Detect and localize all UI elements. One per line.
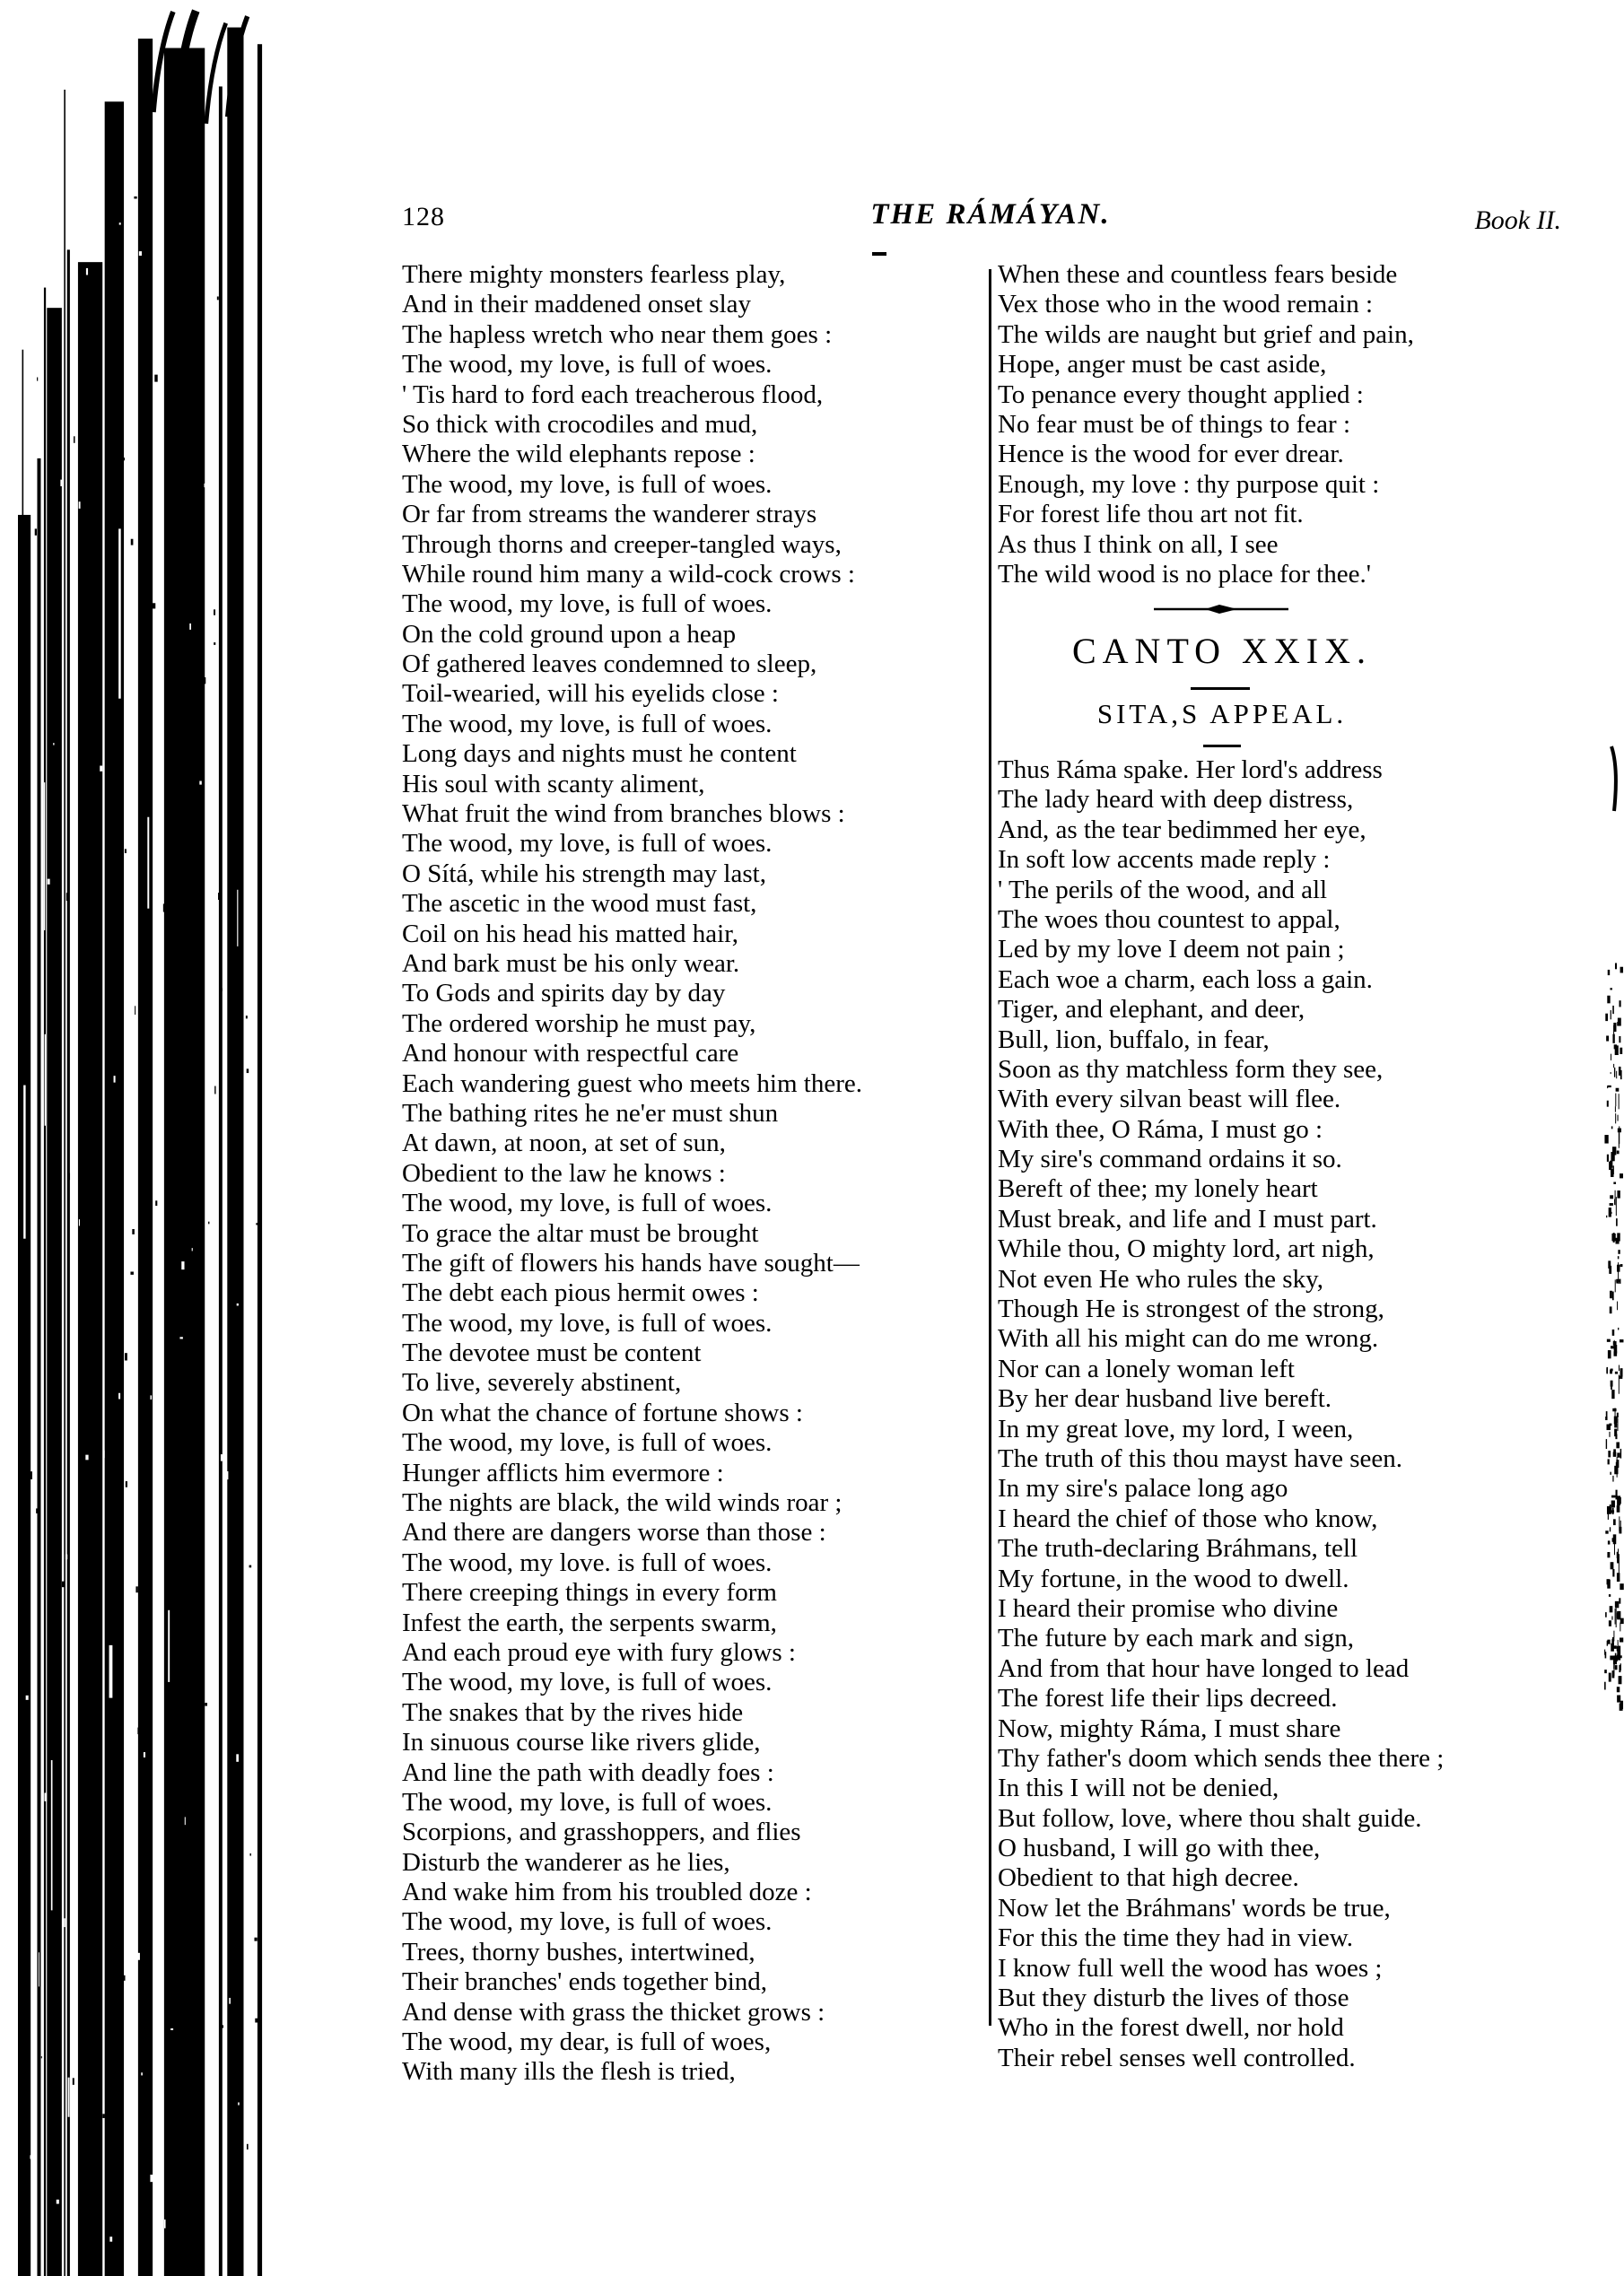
- poem-line: The bathing rites he ne'er must shun: [402, 1098, 779, 1128]
- ornament-divider: [1154, 603, 1288, 615]
- poem-line: I heard the chief of those who know,: [998, 1504, 1378, 1533]
- poem-line: The wood, my love, is full of woes.: [402, 1189, 773, 1218]
- poem-line: His soul with scanty aliment,: [402, 769, 705, 798]
- poem-line: ' The perils of the wood, and all: [998, 875, 1328, 904]
- poem-line: At dawn, at noon, at set of sun,: [402, 1129, 726, 1158]
- poem-line: ' Tis hard to ford each treacherous flood,: [402, 379, 824, 409]
- poem-line: While round him many a wild-cock crows :: [402, 559, 855, 589]
- poem-line: No fear must be of things to fear :: [998, 409, 1351, 439]
- poem-line: Or far from streams the wanderer strays: [402, 500, 817, 529]
- poem-line: Thy father's doom which sends thee there ;: [998, 1743, 1445, 1773]
- poem-line: Disturb the wanderer as he lies,: [402, 1847, 730, 1877]
- poem-line: The truth of this thou mayst have seen.: [998, 1443, 1403, 1473]
- poem-line: Now, mighty Ráma, I must share: [998, 1714, 1341, 1743]
- poem-line: And in their maddened onset slay: [402, 290, 751, 319]
- poem-line: The truth-declaring Bráhmans, tell: [998, 1534, 1358, 1564]
- poem-line: As thus I think on all, I see: [998, 529, 1279, 559]
- poem-line: Toil-wearied, will his eyelids close :: [402, 679, 779, 709]
- poem-line: O Sítá, while his strength may last,: [402, 859, 766, 888]
- poem-line: Infest the earth, the serpents swarm,: [402, 1608, 777, 1637]
- poem-line: And bark must be his only wear.: [402, 948, 740, 978]
- poem-line: To penance every thought applied :: [998, 379, 1364, 409]
- poem-line: In sinuous course like rivers glide,: [402, 1728, 761, 1757]
- poem-line: While thou, O mighty lord, art nigh,: [998, 1234, 1375, 1264]
- poem-line: Scorpions, and grasshoppers, and flies: [402, 1818, 801, 1847]
- poem-line: The ordered worship he must pay,: [402, 1008, 756, 1038]
- poem-line: The wood, my love, is full of woes.: [402, 829, 773, 859]
- poem-line: But they disturb the lives of those: [998, 1984, 1349, 2013]
- poem-line: Must break, and life and I must part.: [998, 1204, 1377, 1234]
- poem-line: And line the path with deadly foes :: [402, 1757, 774, 1787]
- poem-line: The hapless wretch who near them goes :: [402, 319, 833, 349]
- poem-line: The nights are black, the wild winds roar ;: [402, 1488, 843, 1518]
- poem-line: Their branches' ends together bind,: [402, 1967, 768, 1997]
- poem-line: And wake him from his troubled doze :: [402, 1878, 812, 1907]
- poem-line: Each wandering guest who meets him there.: [402, 1068, 862, 1098]
- poem-line: Tiger, and elephant, and deer,: [998, 995, 1305, 1025]
- poem-line: Their rebel senses well controlled.: [998, 2043, 1356, 2072]
- poem-line: To grace the altar must be brought: [402, 1218, 759, 1248]
- poem-line: Bull, lion, buffalo, in fear,: [998, 1025, 1270, 1054]
- poem-line: And each proud eye with fury glows :: [402, 1637, 796, 1667]
- poem-line: But follow, love, where thou shalt guide.: [998, 1803, 1422, 1833]
- poem-line: The gift of flowers his hands have sought—: [402, 1248, 860, 1278]
- poem-line: Soon as thy matchless form they see,: [998, 1054, 1384, 1084]
- poem-line: The lady heard with deep distress,: [998, 785, 1354, 815]
- poem-line: The debt each pious hermit owes :: [402, 1278, 759, 1308]
- poem-line: Bereft of thee; my lonely heart: [998, 1174, 1318, 1204]
- poem-line: To live, severely abstinent,: [402, 1368, 682, 1398]
- poem-line: The woes thou countest to appal,: [998, 904, 1340, 934]
- poem-line: Obedient to that high decree.: [998, 1863, 1299, 1893]
- poem-line: Hunger afflicts him evermore :: [402, 1458, 724, 1487]
- poem-line: So thick with crocodiles and mud,: [402, 409, 758, 439]
- poem-line: And from that hour have longed to lead: [998, 1653, 1410, 1683]
- poem-line: The wood, my love, is full of woes.: [402, 1787, 773, 1817]
- poem-line: What fruit the wind from branches blows :: [402, 799, 845, 829]
- poem-line: In soft low accents made reply :: [998, 845, 1331, 875]
- poem-line: To Gods and spirits day by day: [402, 979, 726, 1008]
- page-number: 128: [402, 202, 445, 231]
- poem-line: The wood, my love, is full of woes.: [402, 709, 773, 738]
- poem-line: The wood, my love, is full of woes.: [402, 1668, 773, 1697]
- poem-line: In my sire's palace long ago: [998, 1474, 1288, 1504]
- poem-line: My fortune, in the wood to dwell.: [998, 1564, 1349, 1593]
- poem-line: When these and countless fears beside: [998, 260, 1398, 289]
- poem-line: Thus Ráma spake. Her lord's address: [998, 755, 1383, 784]
- poem-line: The wood, my love, is full of woes.: [402, 1308, 773, 1338]
- poem-line: With all his might can do me wrong.: [998, 1324, 1379, 1354]
- poem-line: With thee, O Ráma, I must go :: [998, 1114, 1323, 1144]
- poem-line: Led by my love I deem not pain ;: [998, 935, 1345, 964]
- canto-subheading: SITA,S APPEAL.: [1096, 698, 1348, 729]
- poem-line: Hence is the wood for ever drear.: [998, 440, 1344, 469]
- poem-line: Where the wild elephants repose :: [402, 440, 755, 469]
- poem-line: Long days and nights must he content: [402, 739, 797, 769]
- poem-line: Though He is strongest of the strong,: [998, 1295, 1384, 1324]
- poem-line: My sire's command ordains it so.: [998, 1145, 1342, 1174]
- poem-line: The wood, my dear, is full of woes,: [402, 2027, 772, 2057]
- poem-line: The wood, my love, is full of woes.: [402, 589, 773, 619]
- poem-line: Not even He who rules the sky,: [998, 1264, 1323, 1294]
- poem-line: With every silvan beast will flee.: [998, 1085, 1341, 1114]
- poem-line: I know full well the wood has woes ;: [998, 1953, 1383, 1983]
- poem-line: Each woe a charm, each loss a gain.: [998, 964, 1373, 994]
- poem-line: And, as the tear bedimmed her eye,: [998, 815, 1366, 844]
- poem-line: The devotee must be content: [402, 1339, 702, 1368]
- poem-line: Through thorns and creeper-tangled ways,: [402, 529, 842, 559]
- poem-line: And honour with respectful care: [402, 1039, 739, 1068]
- poem-line: Vex those who in the wood remain :: [998, 290, 1374, 319]
- scan-artifact-right-noise: [1599, 736, 1624, 1722]
- canto-heading: CANTO XXIX.: [1071, 631, 1373, 671]
- poem-line: Hope, anger must be cast aside,: [998, 350, 1327, 379]
- poem-line: For this the time they had in view.: [998, 1923, 1354, 1953]
- poem-line: The wood, my love, is full of woes.: [402, 350, 773, 379]
- poem-line: The wood, my love, is full of woes.: [402, 469, 773, 499]
- poem-line: The future by each mark and sign,: [998, 1624, 1354, 1653]
- poem-line: There creeping things in every form: [402, 1578, 777, 1608]
- poem-line: And dense with grass the thicket grows :: [402, 1997, 825, 2027]
- ink-speck: [872, 252, 886, 256]
- poem-line: Obedient to the law he knows :: [402, 1158, 726, 1188]
- poem-line: The wild wood is no place for thee.': [998, 559, 1371, 589]
- poem-line: The snakes that by the rives hide: [402, 1697, 744, 1727]
- running-title: THE RÁMÁYAN.: [870, 198, 1111, 231]
- poem-line: O husband, I will go with thee,: [998, 1834, 1321, 1863]
- poem-line: Nor can a lonely woman left: [998, 1354, 1295, 1383]
- poem-line: The wood, my love, is full of woes.: [402, 1428, 773, 1458]
- poem-line: Trees, thorny bushes, intertwined,: [402, 1937, 755, 1966]
- book-label: Book II.: [1474, 205, 1561, 235]
- poem-line: Enough, my love : thy purpose quit :: [998, 469, 1380, 499]
- poem-line: On the cold ground upon a heap: [402, 619, 737, 649]
- right-poem-column-stanza1: [998, 260, 1588, 589]
- right-poem-column-stanza2: [998, 755, 1588, 2073]
- poem-line: On what the chance of fortune shows :: [402, 1398, 803, 1427]
- poem-line: Now let the Bráhmans' words be true,: [998, 1893, 1391, 1923]
- poem-line: The forest life their lips decreed.: [998, 1684, 1338, 1714]
- poem-line: With many ills the flesh is tried,: [402, 2057, 736, 2087]
- poem-line: The wood, my love. is full of woes.: [402, 1548, 773, 1577]
- poem-line: The ascetic in the wood must fast,: [402, 889, 757, 919]
- poem-line: Coil on his head his matted hair,: [402, 919, 738, 948]
- poem-line: The wood, my love, is full of woes.: [402, 1907, 773, 1937]
- poem-line: Of gathered leaves condemned to sleep,: [402, 650, 817, 679]
- poem-line: For forest life thou art not fit.: [998, 500, 1304, 529]
- poem-line: By her dear husband live bereft.: [998, 1384, 1332, 1414]
- heading-rule: [1203, 745, 1241, 747]
- poem-line: There mighty monsters fearless play,: [402, 260, 786, 289]
- poem-line: In this I will not be denied,: [998, 1774, 1279, 1803]
- left-poem-column: [402, 260, 994, 2088]
- heading-rule: [1191, 687, 1250, 690]
- scan-artifact-left-bars: [0, 0, 287, 2276]
- poem-line: And there are dangers worse than those :: [402, 1518, 826, 1548]
- poem-line: In my great love, my lord, I ween,: [998, 1414, 1354, 1443]
- poem-line: Who in the forest dwell, nor hold: [998, 2013, 1344, 2043]
- poem-line: The wilds are naught but grief and pain,: [998, 319, 1414, 349]
- poem-line: I heard their promise who divine: [998, 1593, 1339, 1623]
